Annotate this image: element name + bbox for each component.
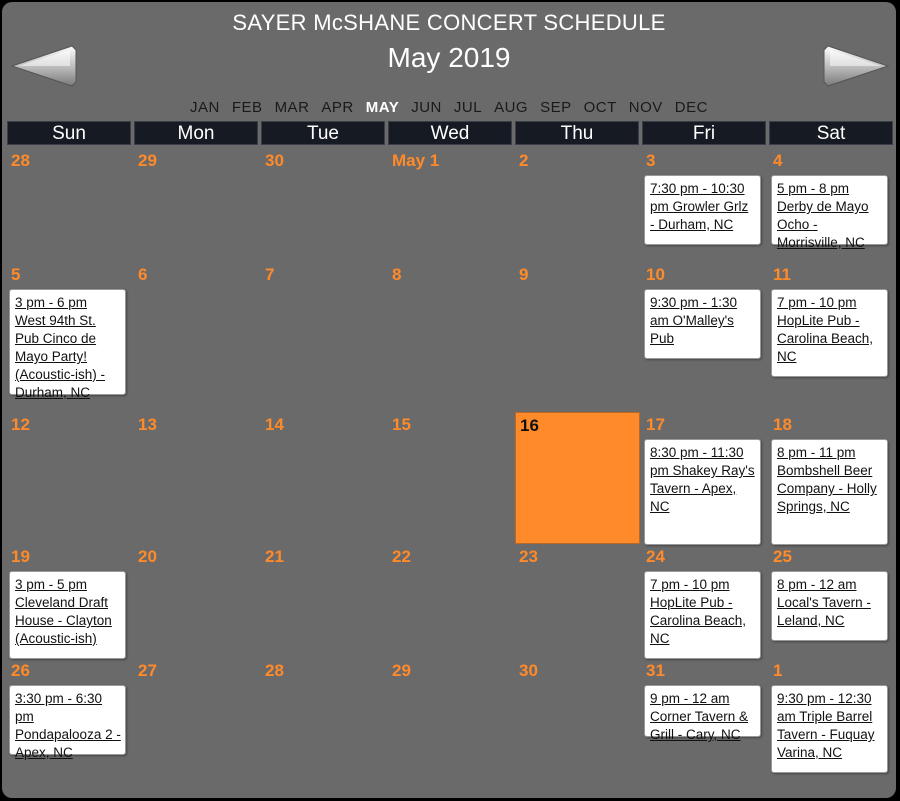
event-link[interactable]: 3 pm - 5 pm Cleveland Draft House - Clayton (Acoustic-ish) [15, 577, 112, 646]
event-card[interactable] [9, 685, 126, 760]
day-cell[interactable] [769, 658, 894, 796]
day-cell[interactable] [515, 262, 640, 412]
calendar-frame [2, 2, 896, 798]
event-card[interactable] [9, 289, 126, 400]
event-link[interactable]: 9:30 pm - 1:30 am O'Malley's Pub [650, 295, 738, 346]
day-number: 24 [646, 547, 665, 566]
day-number: 18 [773, 415, 792, 434]
day-cell[interactable] [134, 658, 259, 796]
day-cell[interactable] [261, 262, 386, 412]
day-cell[interactable] [134, 148, 259, 262]
event-link[interactable]: 8 pm - 12 am Local's Tavern - Leland, NC [777, 577, 871, 628]
day-number: 5 [11, 265, 21, 284]
weekday-wed: Wed [388, 121, 512, 145]
event-link[interactable]: 5 pm - 8 pm Derby de Mayo Ocho - Morrisville, NC [777, 181, 869, 250]
day-number: 30 [265, 151, 284, 170]
day-cell[interactable] [134, 544, 259, 658]
weekday-mon: Mon [134, 121, 258, 145]
month-link-apr[interactable]: APR [321, 99, 354, 116]
weekday-fri: Fri [642, 121, 766, 145]
event-link[interactable]: 7:30 pm - 10:30 pm Growler Grlz - Durham, NC [650, 181, 749, 232]
month-link-feb[interactable]: FEB [231, 99, 263, 116]
day-number: 10 [646, 265, 665, 284]
day-number: 13 [138, 415, 157, 434]
month-link-aug[interactable]: AUG [494, 99, 529, 116]
month-link-jul[interactable]: JUL [453, 99, 483, 116]
event-link[interactable]: 8 pm - 11 pm Bombshell Beer Company - Holly Springs, NC [777, 445, 877, 514]
day-number: 30 [519, 661, 538, 680]
day-cell[interactable] [642, 262, 767, 412]
day-cell[interactable] [515, 544, 640, 658]
day-cell[interactable] [7, 658, 132, 796]
day-number: 9 [519, 265, 529, 284]
day-number: 19 [11, 547, 30, 566]
event-link[interactable]: 7 pm - 10 pm HopLite Pub - Carolina Beach, NC [650, 577, 747, 646]
calendar-grid [7, 148, 892, 796]
event-link[interactable]: 9:30 pm - 12:30 am Triple Barrel Tavern - Fuquay Varina, NC [777, 691, 875, 760]
event-card[interactable] [644, 685, 761, 742]
day-cell[interactable] [7, 412, 132, 544]
month-link-oct[interactable]: OCT [583, 99, 617, 116]
day-cell[interactable] [769, 412, 894, 544]
month-link-nov[interactable]: NOV [628, 99, 663, 116]
event-card[interactable] [9, 571, 126, 659]
weekday-tue: Tue [261, 121, 385, 145]
day-cell[interactable] [388, 658, 513, 796]
day-cell[interactable] [769, 262, 894, 412]
day-number: 17 [646, 415, 665, 434]
event-card[interactable] [644, 289, 761, 359]
day-cell[interactable] [261, 148, 386, 262]
day-cell[interactable] [261, 658, 386, 796]
day-number: 3 [646, 151, 656, 170]
day-cell[interactable] [261, 412, 386, 544]
event-card[interactable] [644, 175, 761, 245]
day-cell[interactable] [7, 148, 132, 262]
day-number: 21 [265, 547, 284, 566]
event-card[interactable] [644, 571, 761, 659]
day-cell[interactable] [515, 658, 640, 796]
day-number: 28 [11, 151, 30, 170]
day-cell[interactable] [388, 544, 513, 658]
day-cell[interactable] [642, 148, 767, 262]
event-link[interactable]: 9 pm - 12 am Corner Tavern & Grill - Cary, NC [650, 691, 749, 742]
next-month-arrow-icon[interactable] [822, 44, 890, 88]
weekday-sat: Sat [769, 121, 893, 145]
event-card[interactable] [771, 289, 888, 377]
day-number: 22 [392, 547, 411, 566]
day-cell[interactable] [515, 148, 640, 262]
day-number: 27 [138, 661, 157, 680]
day-number: 4 [773, 151, 783, 170]
event-card[interactable] [771, 439, 888, 545]
weekday-sun: Sun [7, 121, 131, 145]
event-link[interactable]: 3 pm - 6 pm West 94th St. Pub Cinco de Mayo Party! (Acoustic-ish) - Durham, NC [15, 295, 106, 400]
day-number: 20 [138, 547, 157, 566]
month-link-sep[interactable]: SEP [540, 99, 572, 116]
day-number: 25 [773, 547, 792, 566]
day-number: 12 [11, 415, 30, 434]
day-number: May 1 [392, 151, 440, 170]
day-cell[interactable] [261, 544, 386, 658]
day-cell[interactable] [388, 262, 513, 412]
day-number: 26 [11, 661, 30, 680]
event-card[interactable] [771, 571, 888, 641]
month-link-dec[interactable]: DEC [674, 99, 708, 116]
day-number: 31 [646, 661, 665, 680]
weekday-header [7, 121, 892, 145]
month-link-jun[interactable]: JUN [411, 99, 442, 116]
month-link-may[interactable]: MAY [365, 99, 400, 116]
day-number: 29 [392, 661, 411, 680]
day-number: 29 [138, 151, 157, 170]
day-number: 15 [392, 415, 411, 434]
day-cell[interactable] [769, 544, 894, 658]
event-link[interactable]: 3:30 pm - 6:30 pm Pondapalooza 2 - Apex, NC [15, 691, 121, 760]
event-link[interactable]: 7 pm - 10 pm HopLite Pub - Carolina Beach, NC [777, 295, 874, 364]
day-number: 7 [265, 265, 275, 284]
page-title: SAYER McSHANE CONCERT SCHEDULE [232, 10, 666, 35]
day-cell[interactable] [388, 412, 513, 544]
day-number: 28 [265, 661, 284, 680]
day-number: 6 [138, 265, 148, 284]
weekday-thu: Thu [515, 121, 639, 145]
day-number: 1 [773, 661, 783, 680]
day-cell[interactable] [134, 262, 259, 412]
day-cell[interactable] [642, 412, 767, 544]
day-number: 16 [520, 416, 539, 435]
event-card[interactable] [644, 439, 761, 545]
day-number: 2 [519, 151, 529, 170]
month-link-jan[interactable]: JAN [190, 99, 220, 116]
day-cell-today[interactable] [515, 412, 640, 544]
day-number: 8 [392, 265, 402, 284]
day-cell[interactable] [134, 412, 259, 544]
day-cell[interactable] [7, 544, 132, 658]
event-card[interactable] [771, 685, 888, 773]
month-selector [2, 99, 896, 116]
event-card[interactable] [771, 175, 888, 250]
day-cell[interactable] [7, 262, 132, 412]
day-cell[interactable] [388, 148, 513, 262]
day-number: 23 [519, 547, 538, 566]
day-number: 11 [773, 265, 791, 284]
month-link-mar[interactable]: MAR [274, 99, 310, 116]
day-cell[interactable] [769, 148, 894, 262]
day-cell[interactable] [642, 544, 767, 658]
day-number: 14 [265, 415, 284, 434]
prev-month-arrow-icon[interactable] [10, 44, 78, 88]
day-cell[interactable] [642, 658, 767, 796]
month-title: May 2019 [387, 42, 511, 73]
event-link[interactable]: 8:30 pm - 11:30 pm Shakey Ray's Tavern - Apex, NC [650, 445, 755, 514]
